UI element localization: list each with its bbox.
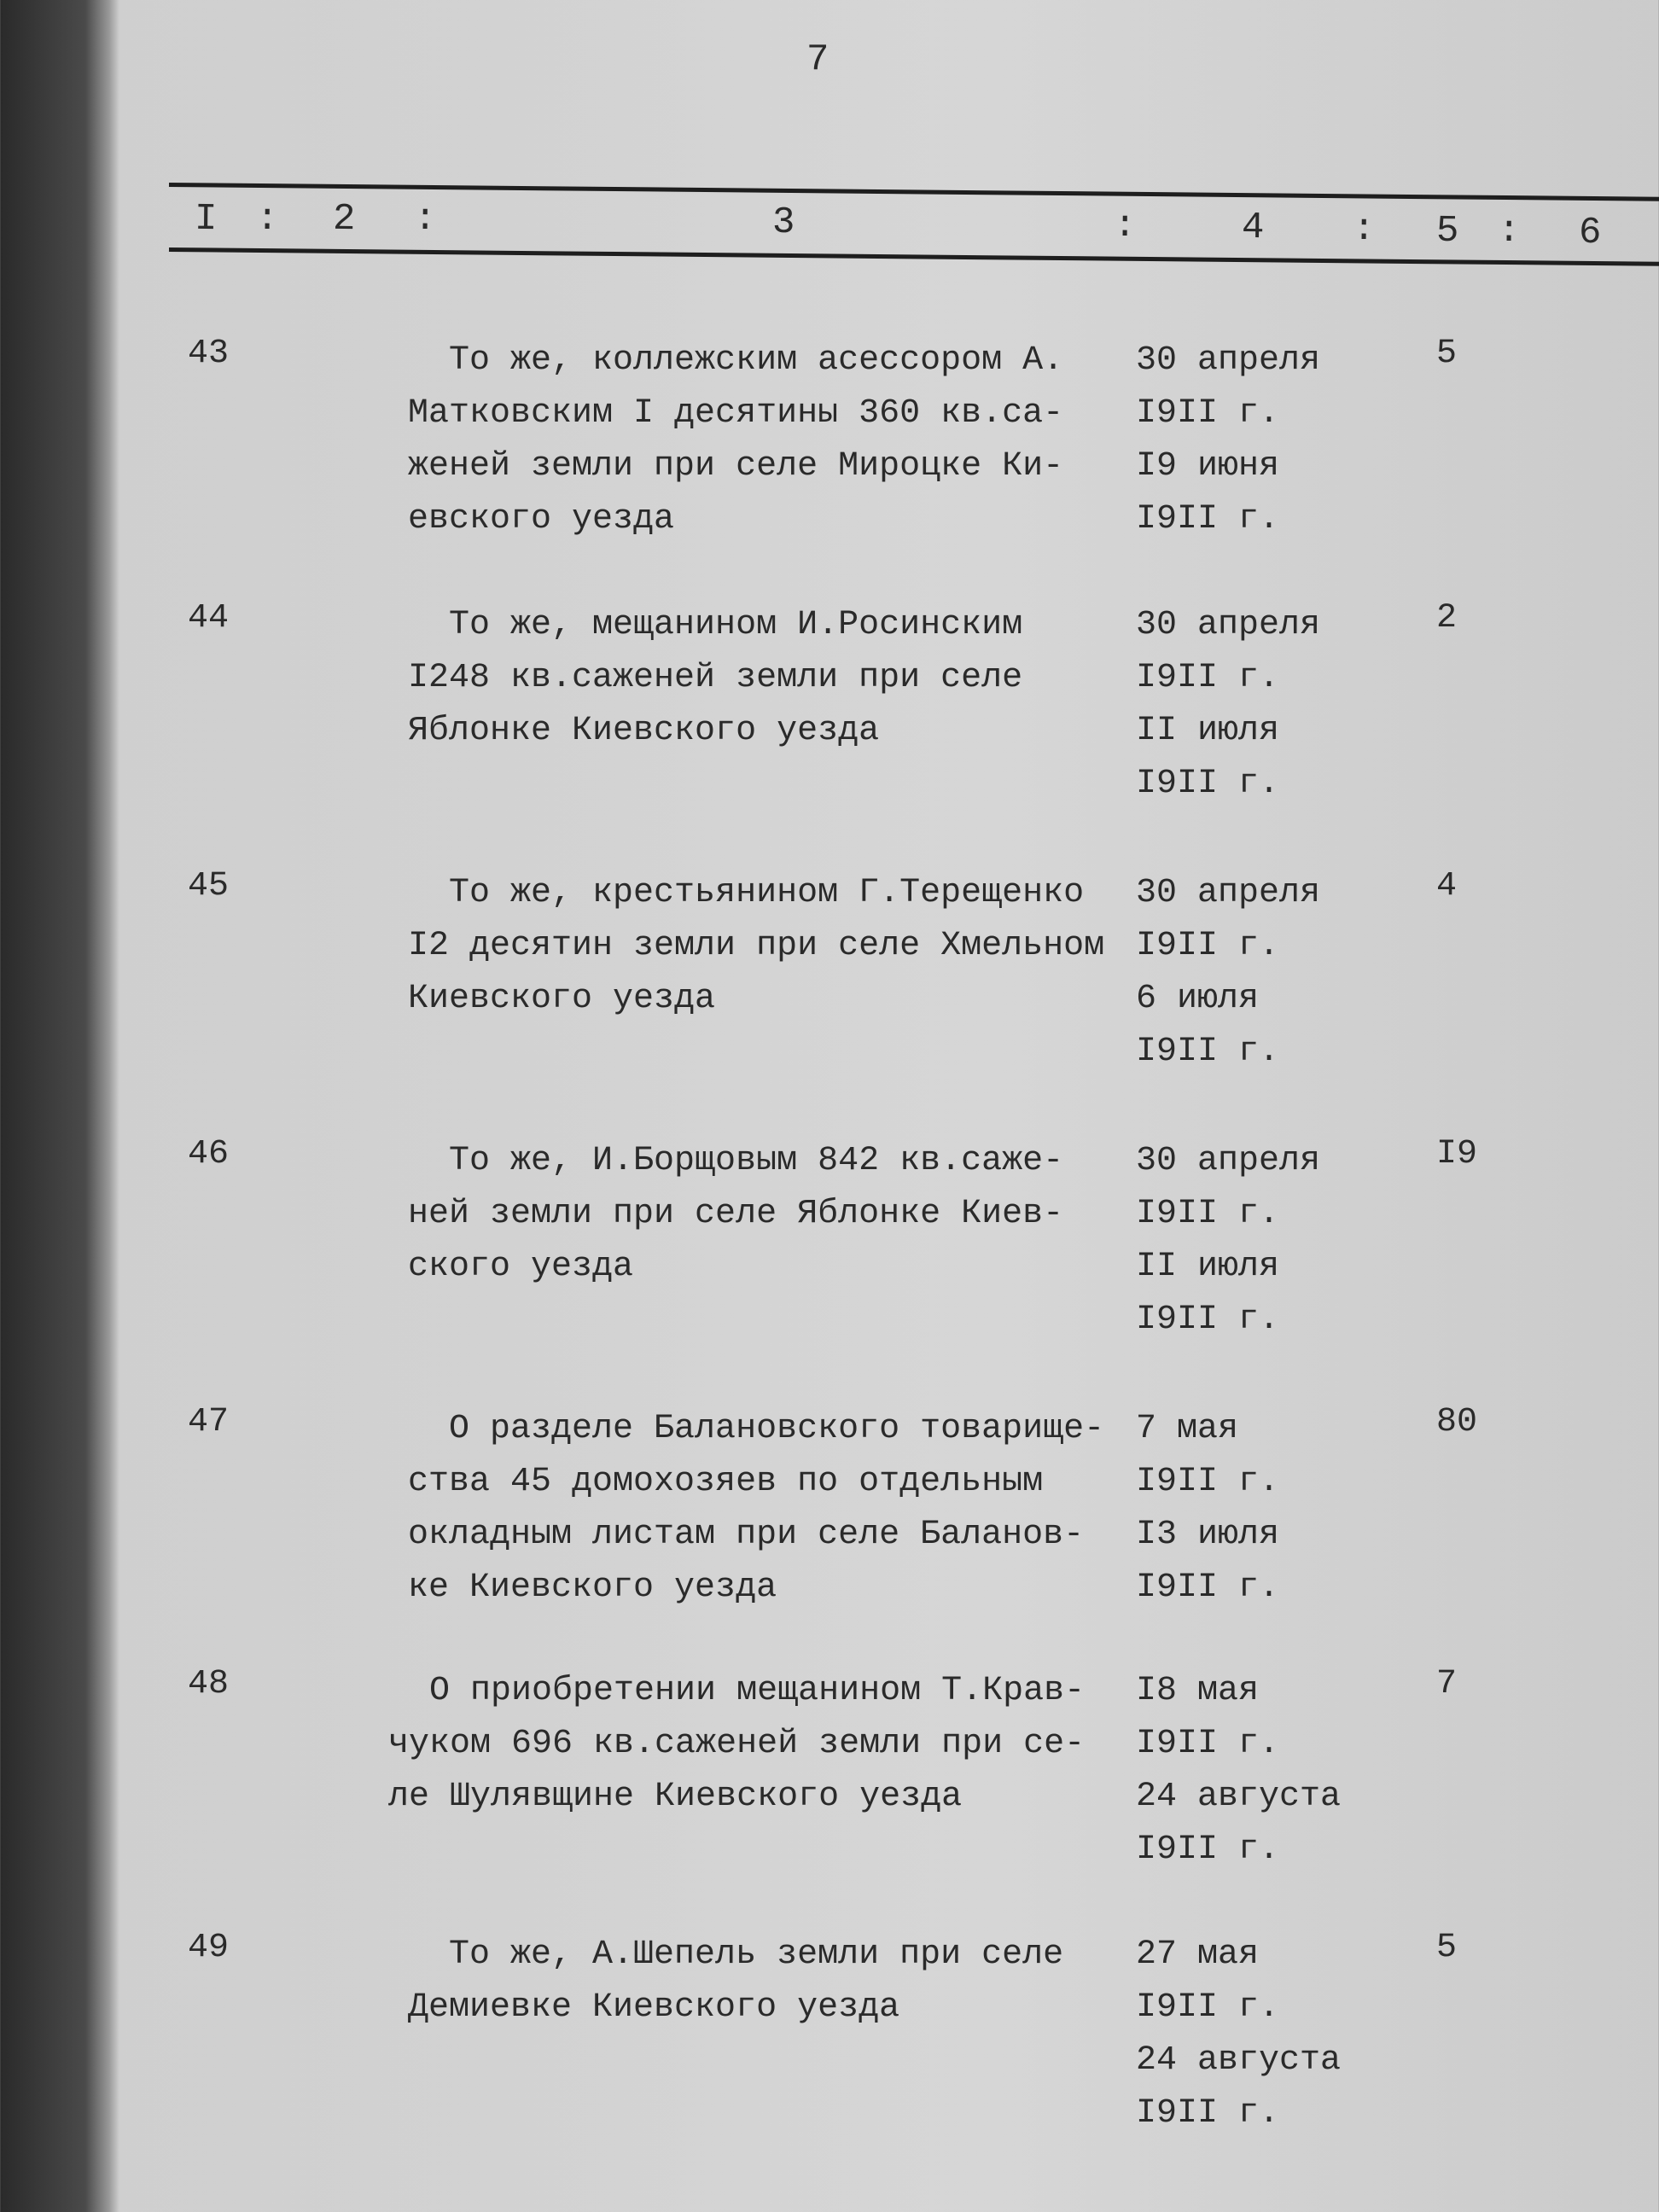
header-sep: : <box>1113 204 1137 248</box>
description-line: ле Шулявщине Киевского уезда <box>388 1778 963 1816</box>
entry-sheet-count: 4 <box>1436 867 1458 905</box>
entry-sheet-count: 5 <box>1436 1929 1458 1967</box>
header-sep: : <box>255 197 279 242</box>
date-line: I3 июля <box>1136 1516 1280 1554</box>
entry-number: 48 <box>188 1665 230 1703</box>
header-sep: : <box>1497 209 1521 253</box>
description-line: евского уезда <box>408 500 675 538</box>
entry-sheet-count: 80 <box>1436 1403 1478 1441</box>
date-line: I9II г. <box>1136 765 1280 803</box>
entry-description <box>408 599 1022 758</box>
description-line: То же, крестьянином Г.Терещенко <box>408 874 1085 912</box>
date-line: I9II г. <box>1136 927 1280 965</box>
date-line: I9II г. <box>1136 1463 1280 1501</box>
header-col-3: 3 <box>771 201 795 245</box>
description-line: То же, коллежским асессором А. <box>408 341 1064 380</box>
entry-number: 44 <box>188 599 230 637</box>
entry-description <box>408 867 1104 1026</box>
date-line: I9II г. <box>1136 1988 1280 2027</box>
entry-number: 45 <box>188 867 230 905</box>
page-number: 7 <box>806 38 830 81</box>
date-line: I9II г. <box>1136 1195 1280 1233</box>
entry-dates <box>1136 1403 1279 1615</box>
entry-description <box>408 1929 1063 2034</box>
entry-dates <box>1136 599 1320 811</box>
header-col-5: 5 <box>1435 209 1459 253</box>
date-line: I9II г. <box>1136 2094 1280 2133</box>
date-line: I9II г. <box>1136 1033 1280 1071</box>
description-line: То же, А.Шепель земли при селе <box>408 1936 1064 1974</box>
date-line: I9II г. <box>1136 500 1280 538</box>
date-line: 24 августа <box>1136 2041 1342 2080</box>
description-line: чуком 696 кв.саженей земли при се- <box>388 1725 1086 1763</box>
description-line: ства 45 домохозяев по отдельным <box>408 1463 1044 1501</box>
header-sep: : <box>1352 207 1376 252</box>
date-line: I9II г. <box>1136 659 1280 697</box>
entry-dates <box>1136 867 1320 1079</box>
description-line: ского уезда <box>408 1248 634 1286</box>
header-col-6: 6 <box>1578 211 1602 255</box>
entry-sheet-count: 2 <box>1436 599 1458 637</box>
description-line: О приобретении мещанином Т.Крав- <box>388 1672 1086 1710</box>
date-line: I9II г. <box>1136 1725 1280 1763</box>
date-line: II июля <box>1136 1248 1280 1286</box>
date-line: 30 апреля <box>1136 1142 1321 1180</box>
date-line: 6 июля <box>1136 980 1260 1018</box>
date-line: 30 апреля <box>1136 606 1321 644</box>
description-line: ке Киевского уезда <box>408 1569 777 1607</box>
description-line: То же, И.Борщовым 842 кв.саже- <box>408 1142 1064 1180</box>
description-line: I2 десятин земли при селе Хмельном <box>408 927 1105 965</box>
entry-dates <box>1136 1135 1320 1347</box>
date-line: 24 августа <box>1136 1778 1342 1816</box>
entry-description <box>388 1665 1085 1824</box>
date-line: I9II г. <box>1136 1831 1280 1869</box>
entry-sheet-count: 7 <box>1436 1665 1458 1703</box>
entry-number: 49 <box>188 1929 230 1967</box>
description-line: Демиевке Киевского уезда <box>408 1988 900 2027</box>
date-line: I9 июня <box>1136 447 1280 486</box>
description-line: I248 кв.саженей земли при селе <box>408 659 1023 697</box>
header-col-1: I <box>194 197 218 242</box>
date-line: I9II г. <box>1136 1301 1280 1339</box>
description-line: То же, мещанином И.Росинским <box>408 606 1023 644</box>
entry-dates <box>1136 1665 1341 1877</box>
entry-dates <box>1136 1929 1341 2140</box>
date-line: I8 мая <box>1136 1672 1260 1710</box>
entry-description <box>408 1403 1104 1615</box>
description-line: окладным листам при селе Баланов- <box>408 1516 1085 1554</box>
entry-number: 47 <box>188 1403 230 1441</box>
description-line: Яблонке Киевского уезда <box>408 712 880 750</box>
entry-sheet-count: 5 <box>1436 335 1458 373</box>
description-line: ней земли при селе Яблонке Киев- <box>408 1195 1064 1233</box>
date-line: 27 мая <box>1136 1936 1260 1974</box>
description-line: женей земли при селе Мироцке Ки- <box>408 447 1064 486</box>
entry-number: 43 <box>188 335 230 373</box>
header-col-4: 4 <box>1241 206 1265 250</box>
entry-sheet-count: I9 <box>1436 1135 1478 1173</box>
description-line: Матковским I десятины 360 кв.са- <box>408 394 1064 433</box>
entry-description <box>408 335 1063 546</box>
date-line: I9II г. <box>1136 394 1280 433</box>
entry-number: 46 <box>188 1135 230 1173</box>
date-line: II июля <box>1136 712 1280 750</box>
date-line: 30 апреля <box>1136 874 1321 912</box>
description-line: О разделе Балановского товарище- <box>408 1410 1105 1448</box>
entry-dates <box>1136 335 1320 546</box>
header-col-2: 2 <box>332 197 356 242</box>
header-sep: : <box>413 197 437 242</box>
entry-description <box>408 1135 1063 1294</box>
date-line: 7 мая <box>1136 1410 1239 1448</box>
header-top-rule <box>169 183 1659 201</box>
date-line: 30 апреля <box>1136 341 1321 380</box>
date-line: I9II г. <box>1136 1569 1280 1607</box>
description-line: Киевского уезда <box>408 980 716 1018</box>
